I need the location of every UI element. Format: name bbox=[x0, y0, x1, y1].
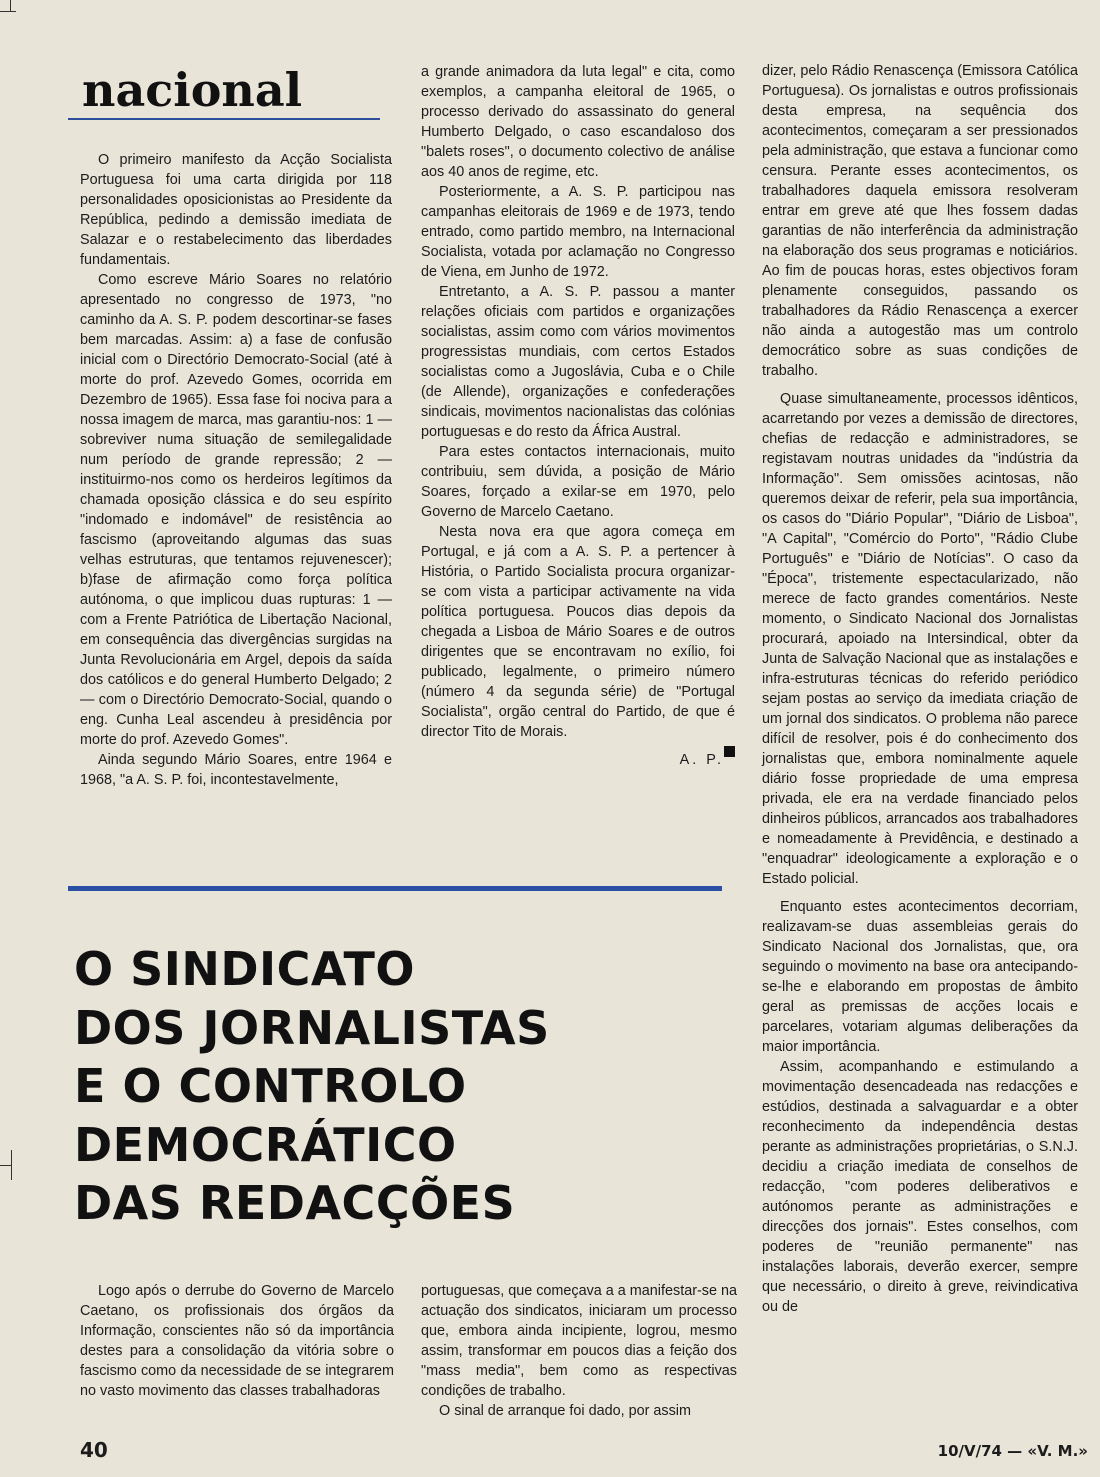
article1-paragraph: Entretanto, a A. S. P. passou a manter relações oficiais com partidos e organizações socialistas, assim como com vários movimentos progressistas mundiais, com certos Estados socialistas como a Jugoslávia, Cuba e o Chile (de Allende), organizações e confederações sindicais, movimentos nacionalistas das colónias portuguesas e do resto da África Austral. bbox=[421, 284, 735, 440]
headline-line: DEMOCRÁTICO bbox=[74, 1117, 457, 1172]
headline-line: DAS REDACÇÕES bbox=[74, 1176, 516, 1230]
article1-paragraph: Ainda segundo Mário Soares, entre 1964 e 1968, "a A. S. P. foi, incontestavelmente, bbox=[80, 752, 392, 788]
article1-paragraph: a grande animadora da luta legal" e cita, como exemplos, a campanha eleitoral de 1965, o processo derivado do assassinato do general Humberto Delgado, o caso escandaloso dos "balets roses", o documento colectivo de análise aos 40 anos de regime, etc. bbox=[421, 64, 735, 180]
article2-paragraph: Logo após o derrube do Governo de Marcelo Caetano, os profissionais dos órgãos da Informação, conscientes não só da importância destes para a consolidação da vitória sobre o fascismo como da necessidade de se integrarem no vasto movimento das classes trabalhadoras bbox=[80, 1283, 394, 1399]
crop-mark-top-h bbox=[0, 11, 16, 12]
article1-column-1 bbox=[80, 150, 392, 790]
issue-date: 10/V/74 — «V. M.» bbox=[937, 1442, 1088, 1460]
article2-paragraph: Enquanto estes acontecimentos decorriam, realizavam-se duas assembleias gerais do Sindicato Nacional dos Jornalistas, que, ora seguindo o movimento na base ora antecipando-se-lhe e elaborando em propostas de âmbito geral as premissas de acções locais e parcelares, votariam algumas deliberações da maior importância. bbox=[762, 899, 1078, 1055]
article-divider-rule bbox=[68, 886, 722, 891]
article2-paragraph: dizer, pelo Rádio Renascença (Emissora Católica Portuguesa). Os jornalistas e outros profissionais desta empresa, na sequência dos acontecimentos, começaram a ser pressionados pela administração, que estava a funcionar como censura. Perante esses acontecimentos, os trabalhadores daquela emissora resolveram entrar em greve até que lhes fossem dadas garantias de não interferência da administração na elaboração dos seus programas e noticiários. Ao fim de poucas horas, estes objectivos foram plenamente conseguidos, passando os trabalhadores da Rádio Renascença a exercer não ainda a autogestão mas um controlo democrático sobre as suas condições de trabalho. bbox=[762, 63, 1078, 379]
article1-paragraph: Posteriormente, a A. S. P. participou nas campanhas eleitorais de 1969 e de 1973, tendo entrado, como partido membro, na Internacional Socialista, votada por aclamação no Congresso de Viena, em Junho de 1972. bbox=[421, 184, 735, 280]
article2-paragraph: portuguesas, que começava a a manifestar-se na actuação dos sindicatos, iniciaram um processo que, embora ainda incipiente, logrou, mesmo assim, transformar em poucos dias a feição dos "mass media", bem como as respectivas condições de trabalho. bbox=[421, 1283, 737, 1399]
article1-paragraph: Como escreve Mário Soares no relatório apresentado no congresso de 1973, "no caminho da A. S. P. podem descortinar-se fases bem marcadas. Assim: a) a fase de confusão inicial com o Directório Democrato-Social (até à morte do prof. Azevedo Gomes, ocorrida em Dezembro de 1965). Essa fase foi nociva para a nossa imagem de marca, mas garantiu-nos: 1 — sobreviver numa situação de semilegalidade num período de grande repressão; 2 — instituirmo-nos como os herdeiros legítimos da chamada oposição clássica e do seu espírito "indomado e indomável" de resistência ao fascismo (aproveitando algumas das suas velhas estruturas, que tentamos rejuvenescer); b)fase de afirmação como força política autónoma, o que implicou duas rupturas: 1 — com a Frente Patriótica de Libertação Nacional, em consequência das divergências surgidas na Junta Revolucionária em Argel, depois da saída dos católicos e do general Humberto Delgado; 2 — com o Directório Democrato-Social, quando o eng. Cunha Leal ascendeu à presidência por morte do prof. Azevedo Gomes". bbox=[80, 272, 392, 748]
headline-line: O SINDICATO bbox=[74, 942, 415, 996]
article1-paragraph: O primeiro manifesto da Acção Socialista Portuguesa foi uma carta dirigida por 118 personalidades oposicionistas ao Presidente da República, pedindo a demissão imediata de Salazar e o restabelecimento das liberdades fundamentais. bbox=[80, 152, 392, 268]
section-title-rule bbox=[68, 118, 380, 120]
article2-paragraph: O sinal de arranque foi dado, por assim bbox=[439, 1403, 691, 1419]
article2-paragraph: Quase simultaneamente, processos idênticos, acarretando por vezes a demissão de directores, chefias de redacção e administradores, se registavam noutras unidades da "indústria da Informação". Sem omissões acintosas, não queremos deixar de referir, pela sua importância, os casos do "Diário Popular", "Diário de Lisboa", "A Capital", "Comércio do Porto", "Rádio Clube Português" e "Diário de Notícias". O caso da "Época", tristemente espectacularizado, não merece de facto grandes comentários. Neste momento, o Sindicato Nacional dos Jornalistas procurará, apoiado na Intersindical, obter da Junta de Salvação Nacional que as instalações e infra-estruturas técnicas do referido periódico sejam postas ao serviço da imediata criação de um jornal dos sindicatos. O problema não parece difícil de resolver, pois é do conhecimento dos jornalistas que, embora nominalmente aquele diário fosse propriedade de uma empresa privada, ele era na verdade financiado pelos dinheiros públicos, arrancados aos trabalhadores e nomeadamente à Previdência, e destinado a "enquadrar" ideologicamente a exploração e o Estado policial. bbox=[762, 391, 1078, 887]
crop-mark-left-v bbox=[11, 1150, 12, 1180]
article2-headline bbox=[74, 940, 634, 1233]
headline-line: DOS JORNALISTAS bbox=[74, 1000, 550, 1055]
article2-column-1 bbox=[80, 1281, 394, 1401]
article2-column-2 bbox=[421, 1281, 737, 1421]
article2-column-3 bbox=[762, 61, 1078, 1317]
article1-paragraph: Para estes contactos internacionais, muito contribuiu, sem dúvida, a posição de Mário Soares, forçado a exilar-se em 1970, pelo Governo de Marcelo Caetano. bbox=[421, 444, 735, 520]
article1-signature: A. P. bbox=[679, 752, 724, 768]
article1-paragraph: Nesta nova era que agora começa em Portugal, e já com a A. S. P. a pertencer à História, o Partido Socialista procura organizar-se com vista a participar activamente na vida política portuguesa. Poucos dias depois da chegada a Lisboa de Mário Soares e de outros dirigentes que se encontravam no exílio, foi publicado, legalmente, o primeiro número (número 4 da segunda série) de "Portugal Socialista", orgão central do Partido, de que é director Tito de Morais. bbox=[421, 524, 735, 740]
page-number: 40 bbox=[80, 1438, 108, 1462]
article2-paragraph: Assim, acompanhando e estimulando a movimentação desencadeada nas redacções e estúdios, destinada a salvaguardar e a obter reconhecimento da independência destas perante as administrações proprietárias, o S.N.J. decidiu a criação imediata de conselhos de redacção, "com poderes deliberativos e autónomos perante as administrações e direcções dos jornais". Estes conselhos, com poderes de "reunião permanente" nas instalações laborais, deverão exercer, sempre que necessário, o direito à greve, reivindicativa ou de bbox=[762, 1059, 1078, 1315]
headline-line: E O CONTROLO bbox=[74, 1059, 467, 1113]
section-title: nacional bbox=[82, 63, 303, 117]
article1-column-2 bbox=[421, 62, 735, 770]
